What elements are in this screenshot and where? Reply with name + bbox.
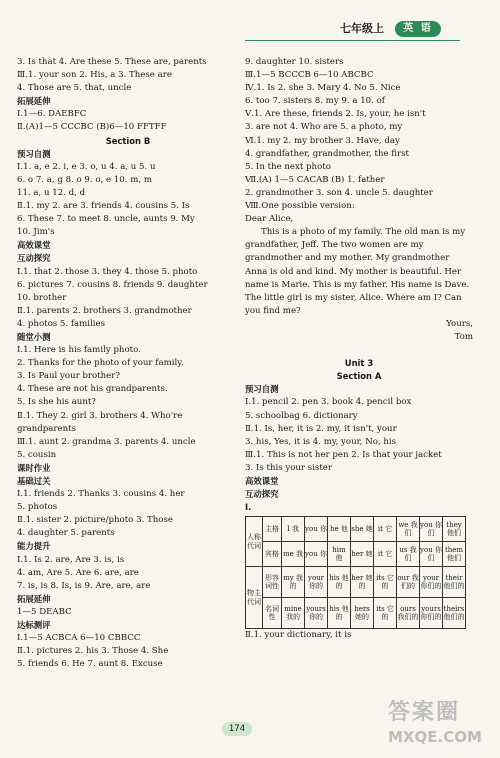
section-heading: 达标测评	[17, 620, 51, 631]
answer-line: 4. photos 5. families	[17, 318, 106, 329]
answers-unit3-more	[245, 629, 473, 642]
model-letter	[245, 226, 473, 344]
pronoun-cell: it 它	[374, 517, 397, 542]
letter-signature: Tom	[454, 331, 473, 342]
answer-line: 3. Is Paul your brother?	[17, 371, 120, 382]
answer-line: 5. Is she his aunt?	[17, 397, 96, 408]
letter-closing: Yours,	[446, 318, 473, 329]
answer-line: Ⅲ.1. aunt 2. grandma 3. parents 4. uncle	[17, 436, 196, 447]
right-column	[245, 56, 473, 642]
pronoun-cell: his 他的	[328, 567, 351, 598]
answer-line: Ⅵ.1. my 2. my brother 3. Have, day	[245, 135, 400, 146]
answer-line: Ⅱ.(A)1—5 CCCBC (B)6—10 FFTFF	[17, 122, 167, 133]
answer-line: 2. grandmother 3. son 4. uncle 5. daughter	[245, 187, 433, 198]
pronoun-cell: ours 我们的	[397, 598, 420, 629]
pronoun-cell: you 你	[305, 517, 328, 542]
page-header	[0, 0, 500, 46]
answer-line: Ⅰ.1. that 2. those 3. they 4. those 5. photo	[17, 266, 198, 277]
section-title: Section A	[336, 371, 382, 382]
pronoun-group: 人称代词	[246, 517, 263, 567]
answer-line: Ⅱ.1. They 2. girl 3. brothers 4. Who're	[17, 410, 183, 421]
answer-line: Ⅱ.1. sister 2. picture/photo 3. Those	[17, 515, 173, 526]
answer-line: 1—5 DEABC	[17, 606, 72, 617]
answer-line: 5. friends 6. He 7. aunt 8. Excuse	[17, 659, 163, 670]
section-heading: 预习自测	[245, 384, 279, 395]
answer-line: Ⅲ.1. your son 2. His, a 3. These are	[17, 70, 172, 81]
answer-line: Ⅰ.1. pencil 2. pen 3. book 4. pencil box	[245, 397, 412, 408]
answer-line: Ⅰ.1. a, e 2. i, e 3. o, u 4. a, u 5. u	[17, 161, 156, 172]
pronoun-cell: her 她	[351, 542, 374, 567]
pronoun-cell: theirs 他们的	[443, 598, 466, 629]
pronoun-group: 物主代词	[246, 567, 263, 629]
answer-line: 3. Is that 4. Are these 5. These are, parents	[17, 57, 207, 67]
answer-line: grandparents	[17, 423, 76, 434]
answer-line: Ⅱ.1. Is, her, it is 2. my, it isn't, your	[245, 423, 397, 434]
pronoun-cell: me 我	[282, 542, 305, 567]
section-heading: 高效课堂	[17, 240, 51, 251]
grade-label: 七年级上	[340, 22, 384, 35]
section-heading: 拓展延伸	[17, 96, 51, 107]
section-heading: 高效课堂	[245, 476, 279, 486]
answer-line: 6. pictures 7. cousins 8. friends 9. daughter	[17, 279, 208, 290]
answer-line: Ⅰ.1—6. DAEBFC	[17, 109, 87, 120]
answer-line: Ⅱ.1. pictures 2. his 3. Those 4. She	[17, 646, 169, 657]
answer-line: Ⅱ.1. parents 2. brothers 3. grandmother	[17, 305, 192, 316]
pronoun-cell: its 它的	[374, 598, 397, 629]
answer-line: 2. Thanks for the photo of your family.	[17, 358, 184, 369]
pronoun-cell: you 你们	[420, 542, 443, 567]
pronoun-cell: him 他	[328, 542, 351, 567]
answer-line: Ⅰ.1. friends 2. Thanks 3. cousins 4. her	[17, 489, 185, 500]
section-heading: 预习自测	[17, 148, 51, 159]
answer-line: 6. These 7. to meet 8. uncle, aunts 9. My	[17, 214, 195, 225]
section-heading: 互动探究	[245, 489, 279, 500]
section-heading: Section B	[105, 135, 151, 146]
pronoun-cell: them 他们	[443, 542, 466, 567]
section-heading: Ⅰ.	[245, 502, 252, 513]
watermark-logo	[388, 698, 496, 754]
answer-line: Dear Alice,	[245, 214, 294, 225]
pronoun-cell: yours 你们的	[420, 598, 443, 629]
pronoun-cell: your 你的	[305, 567, 328, 598]
pronoun-cell: you 你	[305, 542, 328, 567]
pronoun-row	[246, 517, 466, 542]
pronoun-cell: she 她	[351, 517, 374, 542]
answer-line: 4. daughter 5. parents	[17, 528, 115, 539]
pronoun-cell: he 他	[328, 517, 351, 542]
pronoun-cell: it 它	[374, 542, 397, 567]
header-rule	[245, 40, 460, 41]
watermark-text: 答案圈	[388, 700, 461, 725]
answer-line: Ⅱ.1. my 2. are 3. friends 4. cousins 5. Is	[17, 201, 190, 212]
section-heading: 互动探究	[17, 253, 51, 264]
pronoun-row-label: 宾格	[263, 542, 282, 567]
answer-line: 5. photos	[17, 502, 58, 513]
subject-badge: 英 语	[395, 21, 441, 37]
answers-unit2-continued	[245, 56, 473, 226]
pronoun-cell: they 他们	[443, 517, 466, 542]
answer-line: 4. Those are 5. that, uncle	[17, 83, 132, 94]
answer-line: 4. grandfather, grandmother, the first	[245, 148, 410, 159]
answer-line: Ⅲ.1. This is not her pen 2. Is that your jacket	[245, 449, 442, 460]
section-heading: 随堂小测	[17, 331, 51, 342]
answer-line: 10. brother	[17, 292, 67, 303]
answer-line: 5. In the next photo	[245, 161, 331, 172]
pronoun-cell: we 我们	[397, 517, 420, 542]
answer-line: 6. too 7. sisters 8. my 9. a 10. of	[245, 96, 385, 107]
answer-line: 9. daughter 10. sisters	[245, 57, 344, 67]
pronoun-cell: yours 你的	[305, 598, 328, 629]
pronoun-cell: our 我们的	[397, 567, 420, 598]
pronoun-cell: their 他们的	[443, 567, 466, 598]
answer-line: 3. are not 4. Who are 5. a photo, my	[245, 122, 403, 133]
answer-line: 10. Jim's	[17, 227, 55, 238]
answer-line: Ⅲ.1—5 BCCCB 6—10 ABCBC	[245, 70, 374, 81]
pronoun-cell: us 我们	[397, 542, 420, 567]
answer-line: 4. am, Are 5. Are 6. are, are	[17, 567, 139, 578]
section-heading: 拓展延伸	[17, 593, 51, 604]
pronoun-row	[246, 542, 466, 567]
answer-line: 3. his, Yes, it is 4. my, your, No, his	[245, 436, 397, 447]
answers-unit3	[245, 383, 473, 514]
answer-line: 5. cousin	[17, 449, 57, 460]
pronoun-row	[246, 598, 466, 629]
left-column	[17, 56, 239, 671]
answer-line: Ⅰ.1. Is 2. are, Are 3. is, is	[17, 554, 125, 565]
answer-line: Ⅴ.1. Are these, friends 2. Is, your, he isn't	[245, 109, 426, 120]
answer-line: 5. schoolbag 6. dictionary	[245, 410, 358, 421]
pronoun-cell: its 它的	[374, 567, 397, 598]
pronoun-cell: mine 我的	[282, 598, 305, 629]
answer-line: Ⅶ.(A) 1—5 CACAB (B) 1. father	[245, 174, 385, 185]
pronoun-cell: his 他的	[328, 598, 351, 629]
section-heading: 能力提升	[17, 541, 51, 552]
answer-line: 3. Is this your sister	[245, 462, 332, 473]
pronoun-cell: her 她的	[351, 567, 374, 598]
answer-line: 6. o 7. a, g 8. o 9. o, e 10. m, m	[17, 174, 152, 185]
unit-title: Unit 3	[344, 358, 374, 369]
pronoun-row-label: 名词性	[263, 598, 282, 629]
letter-body: This is a photo of my family. The old man is my grandfather, Jeff. The two women are my grandmother and my mother. My grandmother Anna is old and kind. My mother is beautiful. Her name is Marie. This is my father. His name is Dave. The little girl is my sister, Alice. Where am I? Can you find me?	[245, 227, 470, 316]
pronoun-cell: your 你们的	[420, 567, 443, 598]
pronoun-cell: I 我	[282, 517, 305, 542]
answer-line: Ⅷ.One possible version:	[245, 201, 355, 212]
section-heading: 基础过关	[17, 476, 51, 486]
answer-line: Ⅰ.1. Here is his family photo.	[17, 345, 141, 356]
watermark-url: MXQE.COM	[388, 728, 482, 746]
pronoun-table	[245, 516, 466, 629]
pronoun-cell: hers 她的	[351, 598, 374, 629]
pronoun-cell: you 你们	[420, 517, 443, 542]
answer-line: 4. These are not his grandparents.	[17, 384, 168, 395]
pronoun-row	[246, 567, 466, 598]
answer-line: Ⅱ.1. your dictionary, it is	[245, 630, 352, 641]
page-number: 174	[222, 722, 252, 736]
pronoun-row-label: 主格	[263, 517, 282, 542]
answer-line: Ⅰ.1—5 ACBCA 6—10 CBBCC	[17, 633, 141, 644]
answer-line: 11. a, u 12. d, d	[17, 187, 86, 198]
pronoun-cell: my 我的	[282, 567, 305, 598]
answer-line: Ⅳ.1. Is 2. she 3. Mary 4. No 5. Nice	[245, 83, 401, 94]
answer-line: 7. is, is 8. Is, is 9. Are, are, are	[17, 580, 151, 591]
pronoun-row-label: 形容词性	[263, 567, 282, 598]
section-heading: 课时作业	[17, 462, 51, 473]
